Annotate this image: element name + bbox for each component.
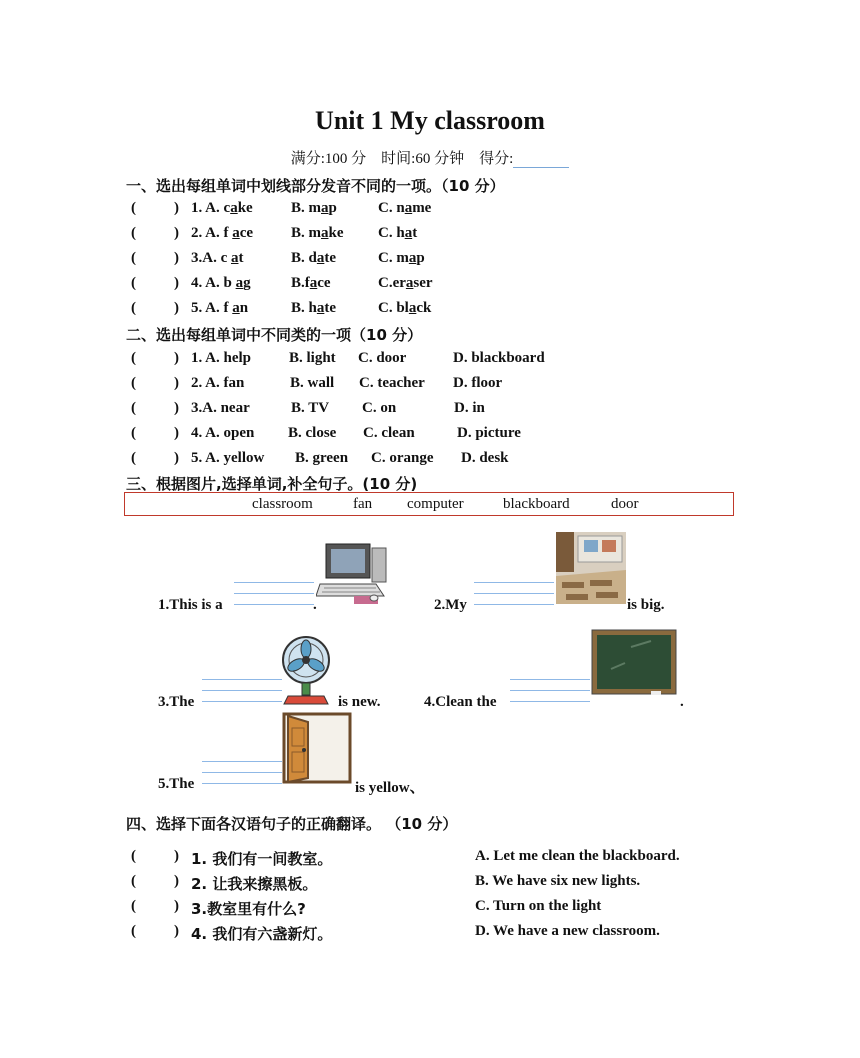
- translation-option: B. We have six new lights.: [475, 873, 641, 889]
- time-limit: 时间:60 分钟: [381, 151, 465, 167]
- answer-slot[interactable]: [146, 302, 170, 318]
- question-option-d: D. blackboard: [453, 350, 545, 366]
- question-option-c: C. teacher: [359, 375, 425, 391]
- option-a-post: n: [239, 300, 249, 316]
- chinese-sentence: 1. 我们有一间教室。: [191, 850, 333, 868]
- option-c: [378, 250, 425, 267]
- option-a-underlined: a: [232, 300, 240, 316]
- section-4-heading: 四、选择下面各汉语句子的正确翻译。 （10 分）: [126, 815, 458, 833]
- answer-slot[interactable]: [146, 377, 170, 393]
- translation-option: C. Turn on the light: [475, 898, 602, 914]
- word-bank-item: fan: [353, 496, 373, 512]
- option-a-underlined: a: [232, 225, 240, 241]
- option-b-pre: B.f: [291, 275, 310, 291]
- option-a-post: g: [243, 275, 251, 291]
- question-number: 5. A. f: [191, 300, 229, 316]
- option-a-post: t: [238, 250, 244, 266]
- option-b-pre: B. m: [291, 200, 321, 216]
- option-b-underlined: a: [316, 300, 325, 316]
- option-a-underlined: a: [231, 250, 239, 266]
- answer-paren-open: (: [131, 225, 136, 241]
- option-a-post: ke: [237, 200, 253, 216]
- question-option-a: 5. A. yellow: [191, 450, 265, 466]
- answer-paren-close: ): [174, 225, 179, 241]
- option-c-underlined: a: [404, 225, 413, 241]
- option-c: [378, 200, 431, 217]
- answer-slot[interactable]: [146, 227, 170, 243]
- question-option-d: D. desk: [461, 450, 509, 466]
- translation-option: D. We have a new classroom.: [475, 923, 660, 939]
- answer-paren-open: (: [131, 400, 136, 416]
- option-a-pre: c: [223, 200, 231, 216]
- question-option-c: C. clean: [363, 425, 415, 441]
- answer-slot[interactable]: [146, 427, 170, 443]
- answer-paren-close: ): [174, 873, 179, 889]
- score-label: 得分:: [479, 151, 514, 167]
- answer-blank-1[interactable]: [234, 582, 314, 616]
- option-b: [291, 275, 331, 292]
- answer-slot[interactable]: [146, 875, 170, 891]
- door-image: [282, 712, 354, 784]
- answer-paren-open: (: [131, 275, 136, 291]
- answer-paren-close: ): [174, 350, 179, 366]
- question-option-b: B. light: [289, 350, 336, 366]
- page-title: Unit 1 My classroom: [315, 106, 545, 135]
- option-c-underlined: a: [404, 200, 413, 216]
- option-b-post: te: [324, 250, 337, 266]
- answer-blank-3[interactable]: [202, 679, 282, 713]
- answer-paren-open: (: [131, 898, 136, 914]
- question-option-b: B. close: [288, 425, 337, 441]
- list-item: [191, 250, 244, 267]
- question-number: 3.A. c: [191, 250, 228, 266]
- option-b-pre: B. m: [291, 225, 321, 241]
- answer-slot[interactable]: [146, 202, 170, 218]
- option-b: [291, 225, 344, 242]
- option-b-post: te: [324, 300, 337, 316]
- answer-slot[interactable]: [146, 352, 170, 368]
- answer-paren-open: (: [131, 425, 136, 441]
- answer-paren-open: (: [131, 848, 136, 864]
- translation-option: A. Let me clean the blackboard.: [475, 848, 680, 864]
- sentence-1-end: .: [313, 597, 317, 613]
- option-b-underlined: a: [316, 250, 325, 266]
- question-option-c: C. orange: [371, 450, 434, 466]
- option-c-post: t: [412, 225, 418, 241]
- answer-paren-open: (: [131, 200, 136, 216]
- option-b-post: ke: [328, 225, 344, 241]
- answer-paren-open: (: [131, 923, 136, 939]
- answer-paren-open: (: [131, 250, 136, 266]
- option-c-pre: C. m: [378, 250, 409, 266]
- score-blank[interactable]: [513, 153, 569, 168]
- answer-paren-open: (: [131, 375, 136, 391]
- full-score: 满分:100 分: [290, 151, 367, 167]
- option-c-post: p: [416, 250, 425, 266]
- question-option-a: 3.A. near: [191, 400, 250, 416]
- answer-paren-close: ): [174, 425, 179, 441]
- option-c-post: me: [412, 200, 432, 216]
- answer-slot[interactable]: [146, 452, 170, 468]
- question-option-b: B. wall: [290, 375, 335, 391]
- option-b: [291, 200, 337, 217]
- question-number: 4. A. b: [191, 275, 232, 291]
- question-option-a: 2. A. fan: [191, 375, 245, 391]
- chinese-sentence: 3.教室里有什么?: [191, 900, 306, 918]
- option-b-post: ce: [317, 275, 331, 291]
- score-info: [0, 147, 860, 168]
- answer-paren-close: ): [174, 200, 179, 216]
- option-c-post: ck: [416, 300, 432, 316]
- answer-slot[interactable]: [146, 277, 170, 293]
- option-a-underlined: a: [235, 275, 244, 291]
- question-option-b: B. green: [295, 450, 349, 466]
- question-number: 1. A.: [191, 200, 220, 216]
- section-1-heading: 一、选出每组单词中划线部分发音不同的一项。（10 分）: [126, 177, 505, 195]
- word-bank-item: classroom: [252, 496, 313, 512]
- sentence-4-start: 4.Clean the: [424, 694, 497, 710]
- sentence-2-end: is big.: [627, 597, 665, 613]
- answer-slot[interactable]: [146, 900, 170, 916]
- question-option-b: B. TV: [291, 400, 330, 416]
- answer-blank-2[interactable]: [474, 582, 554, 616]
- sentence-1-start: 1.This is a: [158, 597, 223, 613]
- option-c: [378, 300, 431, 317]
- computer-image: [316, 540, 392, 606]
- option-c-underlined: a: [408, 300, 417, 316]
- answer-paren-open: (: [131, 350, 136, 366]
- option-c-underlined: a: [405, 275, 414, 291]
- blackboard-image: [591, 629, 679, 701]
- option-c-pre: C. h: [378, 225, 405, 241]
- list-item: [191, 225, 253, 242]
- option-b-underlined: a: [321, 225, 329, 241]
- answer-blank-5[interactable]: [202, 761, 282, 795]
- word-bank-item: door: [611, 496, 639, 512]
- option-c-pre: C. bl: [378, 300, 409, 316]
- answer-paren-close: ): [174, 400, 179, 416]
- option-c-pre: C. n: [378, 200, 405, 216]
- answer-paren-open: (: [131, 300, 136, 316]
- list-item: [191, 200, 253, 217]
- sentence-4-end: .: [680, 694, 684, 710]
- sentence-5-start: 5.The: [158, 776, 195, 792]
- answer-paren-close: ): [174, 275, 179, 291]
- word-bank-item: computer: [407, 496, 464, 512]
- option-c: [378, 275, 433, 292]
- sentence-2-start: 2.My: [434, 597, 467, 613]
- question-option-d: D. in: [454, 400, 485, 416]
- answer-slot[interactable]: [146, 252, 170, 268]
- list-item: [191, 300, 248, 317]
- option-c-post: ser: [413, 275, 433, 291]
- sentence-3-start: 3.The: [158, 694, 195, 710]
- answer-slot[interactable]: [146, 925, 170, 941]
- option-b-pre: B. h: [291, 300, 317, 316]
- answer-paren-close: ): [174, 848, 179, 864]
- answer-slot[interactable]: [146, 850, 170, 866]
- sentence-5-end: is yellow、: [355, 780, 425, 796]
- answer-paren-close: ): [174, 250, 179, 266]
- option-b: [291, 250, 336, 267]
- question-option-a: 4. A. open: [191, 425, 255, 441]
- section-3-heading: 三、根据图片,选择单词,补全句子。(10 分): [126, 475, 418, 493]
- answer-paren-close: ): [174, 375, 179, 391]
- answer-paren-open: (: [131, 873, 136, 889]
- answer-paren-open: (: [131, 450, 136, 466]
- option-b-post: p: [328, 200, 337, 216]
- option-b: [291, 300, 336, 317]
- question-option-d: D. floor: [453, 375, 503, 391]
- option-c-pre: C.er: [378, 275, 406, 291]
- list-item: [191, 275, 251, 292]
- answer-paren-close: ): [174, 450, 179, 466]
- option-c: [378, 225, 417, 242]
- option-a-post: ce: [239, 225, 254, 241]
- answer-paren-close: ): [174, 300, 179, 316]
- option-b-underlined: a: [321, 200, 329, 216]
- answer-paren-close: ): [174, 898, 179, 914]
- fan-image: [280, 634, 332, 706]
- answer-blank-4[interactable]: [510, 679, 590, 713]
- classroom-image: [556, 532, 626, 604]
- answer-slot[interactable]: [146, 402, 170, 418]
- section-2-heading: 二、选出每组单词中不同类的一项（10 分）: [126, 326, 423, 344]
- question-option-a: 1. A. help: [191, 350, 252, 366]
- word-bank-item: blackboard: [503, 496, 570, 512]
- question-option-c: C. door: [358, 350, 407, 366]
- option-c-underlined: a: [408, 250, 417, 266]
- question-option-c: C. on: [362, 400, 397, 416]
- option-b-pre: B. d: [291, 250, 317, 266]
- answer-paren-close: ): [174, 923, 179, 939]
- question-number: 2. A. f: [191, 225, 229, 241]
- option-a-underlined: a: [230, 200, 238, 216]
- option-b-underlined: a: [309, 275, 318, 291]
- chinese-sentence: 4. 我们有六盏新灯。: [191, 925, 333, 943]
- sentence-3-end: is new.: [338, 694, 381, 710]
- question-option-d: D. picture: [457, 425, 521, 441]
- chinese-sentence: 2. 让我来擦黑板。: [191, 875, 318, 893]
